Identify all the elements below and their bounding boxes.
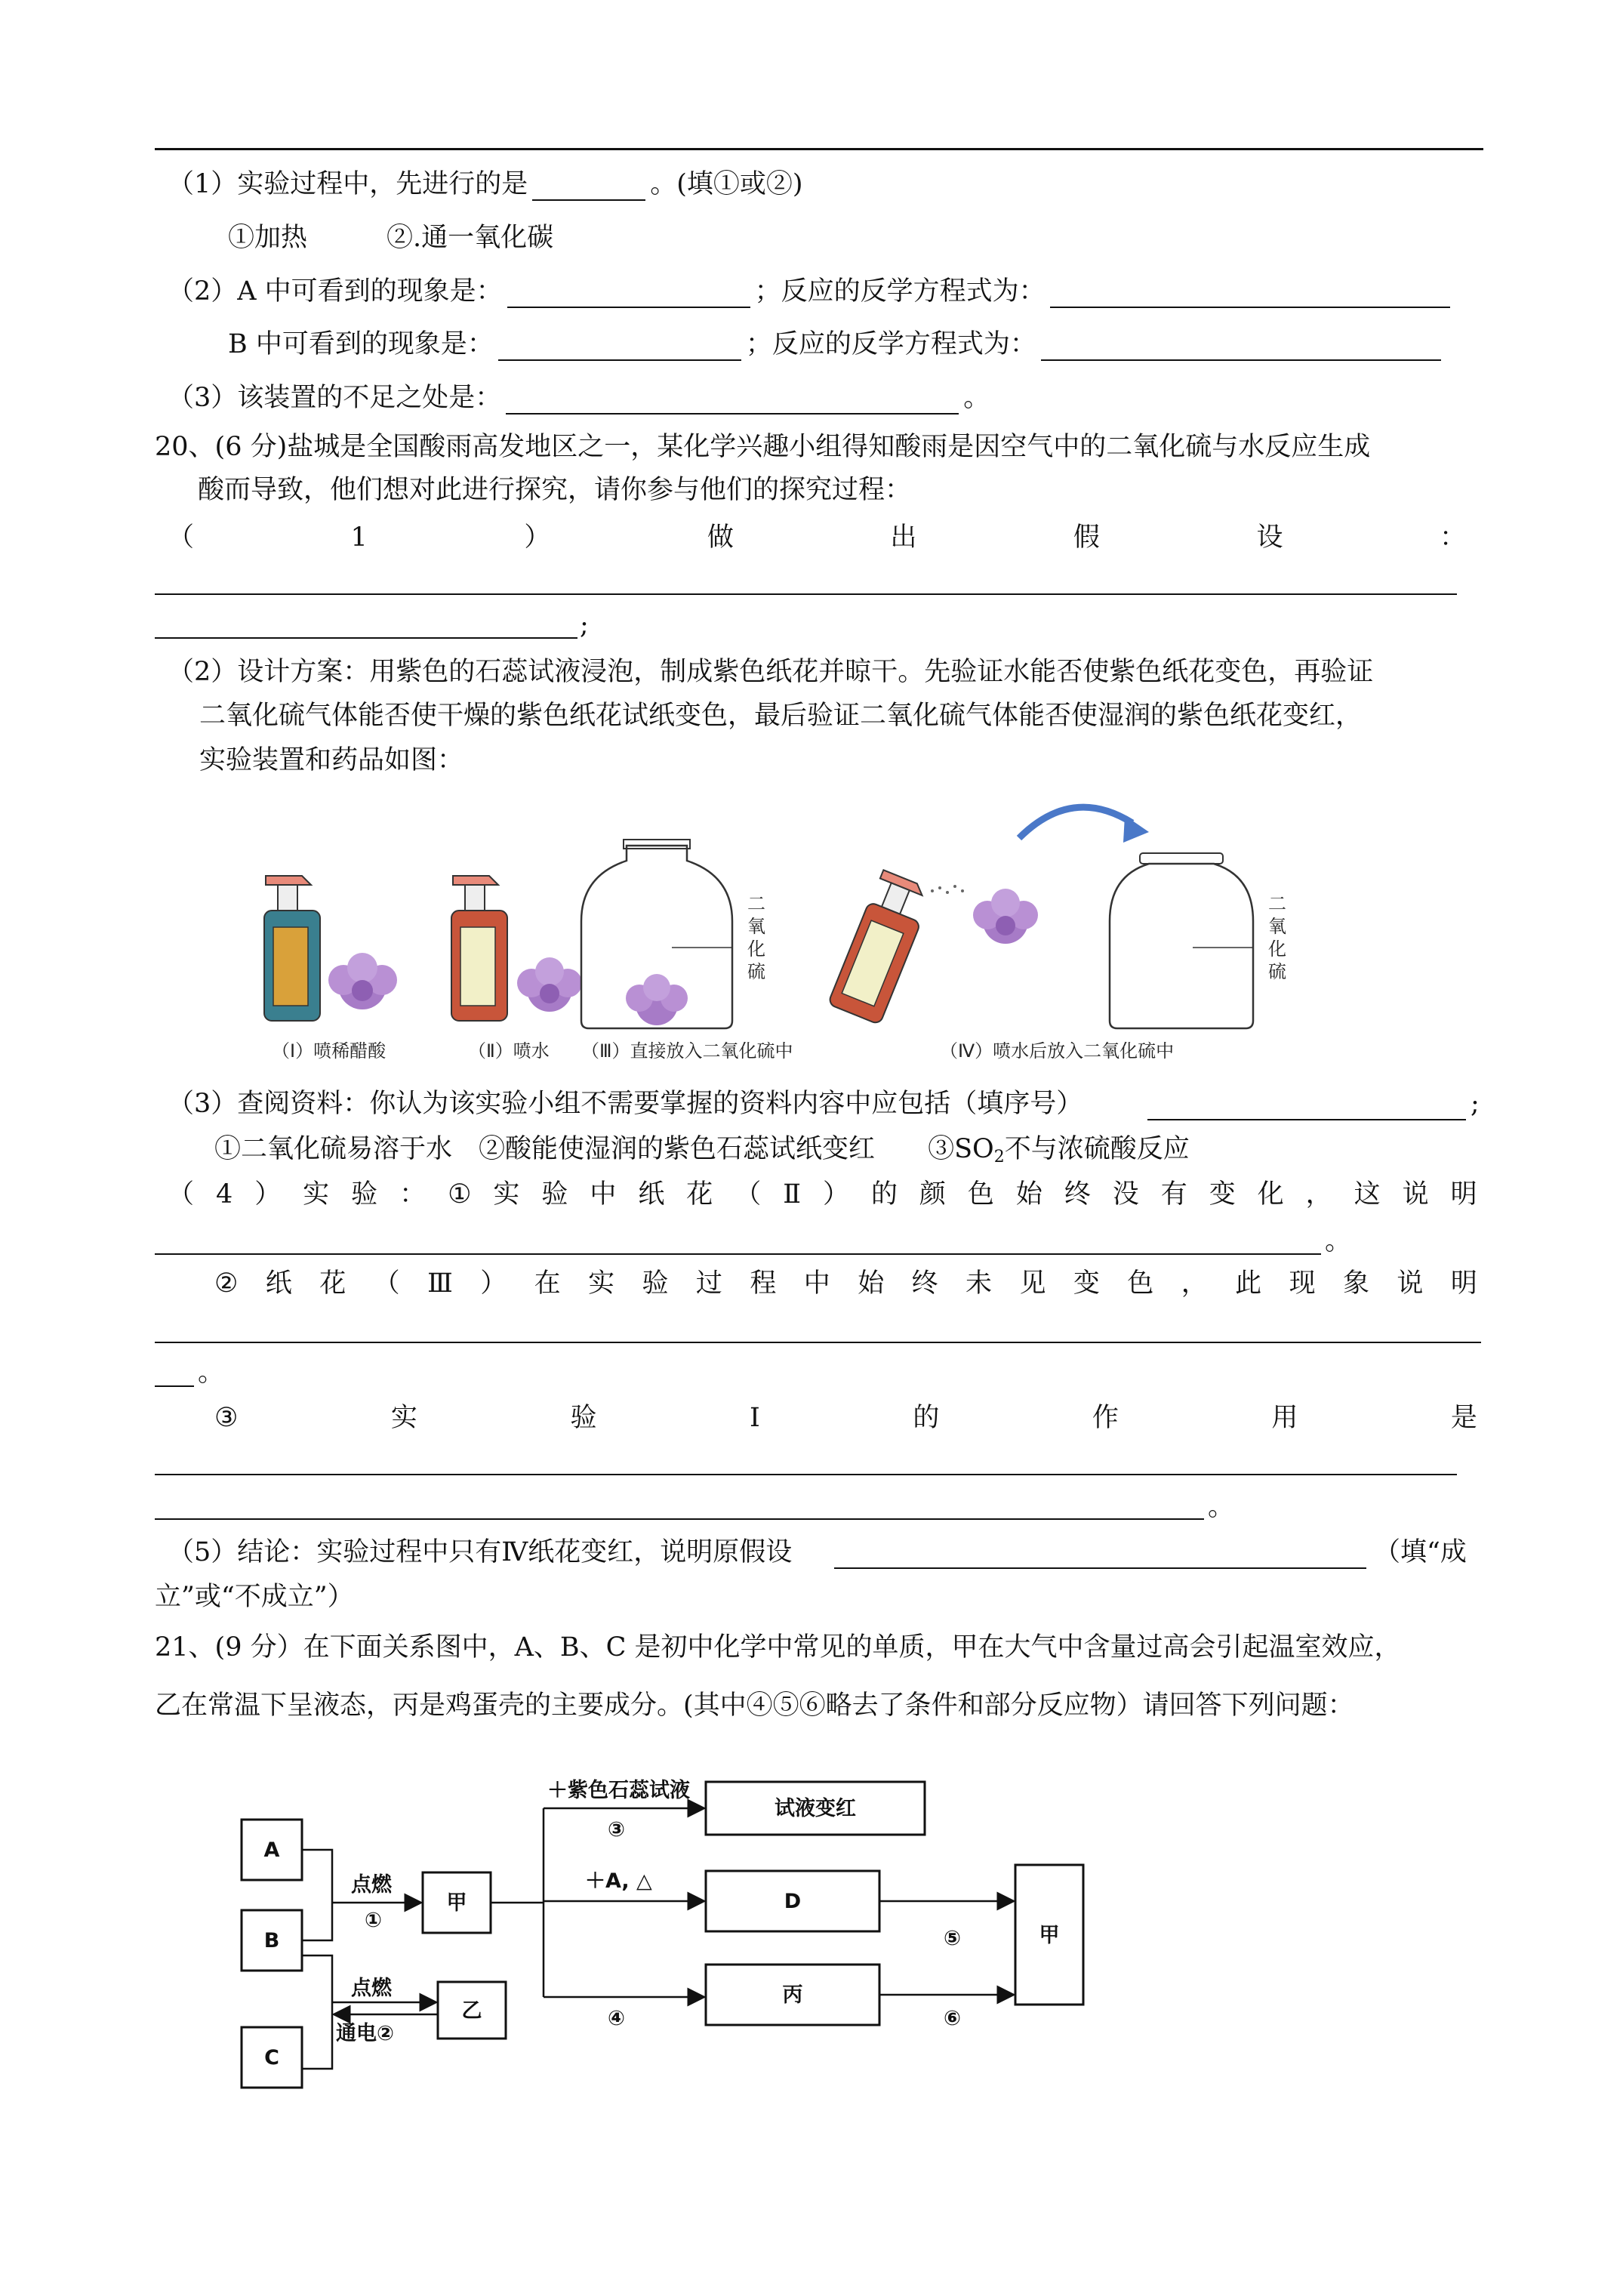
jar3-gas-label-char: 二	[747, 893, 765, 914]
box-red	[706, 1782, 925, 1835]
q20-p4-char: 颜	[919, 1179, 946, 1210]
q20-p4b-char: ）	[480, 1268, 507, 1299]
box-yi	[438, 1982, 506, 2039]
q20-p4c-char: 作	[1092, 1403, 1119, 1433]
q20-part4-answer1[interactable]	[155, 1253, 1321, 1255]
move-arrow-icon	[1019, 807, 1132, 838]
spray-bottle-2-icon	[451, 876, 507, 1021]
q20-p4-char: 验	[541, 1179, 568, 1210]
q20-p4-char: 中	[590, 1179, 617, 1210]
q19-part2a-text: （2）A 中可看到的现象是：	[168, 276, 503, 307]
q20-p4b-char: 象	[1342, 1268, 1369, 1299]
q20-p4-char: ：	[399, 1179, 427, 1210]
q20-part1-end: ;	[580, 610, 589, 640]
step-4-label: ④	[608, 2007, 625, 2030]
q20-part5-tail: （填“成	[1374, 1537, 1467, 1567]
q19-part2b	[228, 328, 1446, 361]
q20-p4-char: 变	[1209, 1179, 1236, 1210]
flower-1-icon	[328, 953, 397, 1009]
box-red-label: 试液变红	[775, 1797, 856, 1820]
box-jia-right-label: 甲	[1039, 1924, 1060, 1947]
q20-part5	[168, 1536, 792, 1569]
q20-p4c-char: 验	[570, 1403, 597, 1433]
q20-p4b-char: 终	[911, 1268, 938, 1299]
heat-a-label: ＋A, △	[585, 1869, 652, 1893]
box-bing-label: 丙	[782, 1983, 803, 2007]
q19-part2a-blank1[interactable]	[507, 281, 750, 308]
ignite-label-1: 点燃	[351, 1873, 392, 1897]
q19-part2b-blank1[interactable]	[498, 334, 741, 361]
step-3-label: ③	[608, 1818, 625, 1841]
box-a	[242, 1820, 302, 1880]
q20-p4-char: 的	[870, 1179, 898, 1210]
q20-part1-spread	[168, 521, 1466, 554]
figure-caption-4: （Ⅳ）喷水后放入二氧化硫中	[940, 1040, 1175, 1062]
q20-p4-char: 终	[1064, 1179, 1091, 1210]
q20-p4b-char: 说	[1397, 1268, 1424, 1299]
q20-p4-char: 有	[1160, 1179, 1187, 1210]
q20-p4-char: 这	[1354, 1179, 1381, 1210]
q20-p4-char: 验	[351, 1179, 378, 1210]
q20-part2-line1: （2）设计方案：用紫色的石蕊试液浸泡，制成紫色纸花并晾干。先验证水能否使紫色纸花变色，再验证	[168, 657, 1374, 687]
q20-part2-line2: 二氧化硫气体能否使干燥的紫色纸花试纸变色，最后验证二氧化硫气体能否使湿润的紫色纸花变红，	[199, 701, 1363, 731]
q19-part2a-mid: ；反应的反学方程式为：	[754, 276, 1046, 307]
top-rule	[155, 148, 1483, 150]
q21-heading-line1: 21、(9 分）在下面关系图中，A、B、C 是初中化学中常见的单质，甲在大气中含量过高会引起温室效应，	[155, 1632, 1401, 1663]
q20-p4c-char: 用	[1271, 1403, 1298, 1433]
q20-p1-char: 设	[1256, 522, 1283, 553]
spray-bottle-4-icon	[828, 870, 935, 1025]
q19-part1-blank[interactable]	[532, 174, 645, 201]
step-5-label: ⑤	[944, 1927, 961, 1950]
q19-part1-options: ①加热 ②.通一氧化碳	[228, 223, 554, 253]
q20-part3-blank[interactable]	[1147, 1119, 1466, 1120]
q20-p4b-char: 在	[534, 1268, 561, 1299]
q20-p4c-char: 实	[390, 1403, 417, 1433]
q20-part4b-spread	[214, 1267, 1477, 1300]
q20-p4-char: 纸	[638, 1179, 665, 1210]
q20-p4-char: 4	[215, 1179, 233, 1210]
ab-bracket	[302, 1850, 332, 1940]
box-c-label: C	[264, 2046, 279, 2069]
q19-part3	[168, 381, 990, 415]
q20-heading-line2: 酸而导致，他们想对此进行探究，请你参与他们的探究过程：	[198, 475, 912, 505]
q20-p1-char: 1	[350, 522, 368, 553]
q19-part2a	[168, 275, 1455, 308]
q20-p4c-char: ③	[214, 1403, 239, 1433]
q20-part4b-end: 。	[198, 1358, 225, 1388]
q20-part1-answer-line1[interactable]	[155, 593, 1457, 595]
q20-p4-char: （	[168, 1179, 195, 1210]
q19-part3-blank[interactable]	[506, 387, 959, 415]
spray-mist-icon	[931, 885, 964, 894]
jar3-gas-label-char: 氧	[747, 916, 765, 937]
q19-part2a-blank2[interactable]	[1050, 281, 1450, 308]
q20-p4b-char: 未	[965, 1268, 993, 1299]
q20-part4c-spread	[214, 1401, 1477, 1435]
q20-p4-char: （	[735, 1179, 762, 1210]
q19-part1-tail: 。(填①或②)	[650, 169, 803, 199]
q20-part4c-answer1[interactable]	[155, 1474, 1457, 1475]
gas-jar-4-icon	[1110, 853, 1253, 1028]
q20-p1-char: ）	[524, 522, 551, 553]
step-1-label: ①	[365, 1909, 382, 1932]
q20-p4b-char: 见	[1019, 1268, 1046, 1299]
jar4-gas-label-char: 化	[1268, 938, 1286, 960]
q20-p4b-char: 明	[1450, 1268, 1477, 1299]
q20-option-3-sub: 2	[993, 1148, 1005, 1166]
q20-part4-end1: 。	[1325, 1226, 1352, 1256]
q20-part4c-end: 。	[1208, 1492, 1235, 1522]
box-d-label: D	[784, 1890, 802, 1913]
box-bing	[706, 1965, 879, 2025]
figure-caption-1: （Ⅰ）喷稀醋酸	[272, 1040, 387, 1062]
q20-p4b-char: （	[373, 1268, 400, 1299]
q20-p4-char: 实	[493, 1179, 520, 1210]
q19-part1	[168, 168, 803, 201]
q20-heading-line1: 20、(6 分)盐城是全国酸雨高发地区之一，某化学兴趣小组得知酸雨是因空气中的二氧化硫与水反应生成	[155, 432, 1371, 462]
ignite-label-2: 点燃	[351, 1977, 392, 2000]
q20-p4b-char: ，	[1181, 1268, 1208, 1299]
q19-part2b-blank2[interactable]	[1041, 334, 1441, 361]
q20-part5-line2: 立”或“不成立”）	[155, 1582, 354, 1612]
box-d	[706, 1871, 879, 1931]
q20-part4c-answer2[interactable]	[155, 1518, 1204, 1520]
q20-p4b-char: 此	[1235, 1268, 1262, 1299]
jar4-gas-label-char: 氧	[1268, 916, 1286, 937]
q20-p1-char: 做	[707, 522, 734, 553]
q20-part3-end: ;	[1471, 1089, 1480, 1119]
q20-option-3-pre: ③SO	[928, 1134, 994, 1164]
bc-bracket	[302, 1955, 332, 2069]
figure-caption-2: （Ⅱ）喷水	[468, 1040, 550, 1062]
experiment-figure	[249, 793, 1329, 1065]
q20-p4c-char: I	[749, 1403, 760, 1433]
q20-p4-char: ，	[1305, 1179, 1332, 1210]
q20-p4-char: 花	[686, 1179, 713, 1210]
flower-2-icon	[517, 957, 582, 1012]
q19-part2b-mid: ；反应的反学方程式为：	[745, 329, 1036, 359]
q20-part5-blank[interactable]	[834, 1567, 1366, 1569]
q20-p4b-char: 现	[1289, 1268, 1316, 1299]
move-arrow-head-icon	[1123, 815, 1149, 843]
jar4-gas-label-char: 硫	[1268, 961, 1286, 982]
q20-p4b-char: 色	[1127, 1268, 1154, 1299]
q20-p4b-char: Ⅲ	[427, 1268, 453, 1299]
electrolysis-label: 通电②	[336, 2022, 394, 2045]
q20-p4-char: 实	[303, 1179, 330, 1210]
spray-bottle-1-icon	[264, 876, 320, 1021]
q20-p4b-char: 纸	[265, 1268, 292, 1299]
q20-p4-char: 说	[1402, 1179, 1429, 1210]
q20-p4b-char: 程	[750, 1268, 777, 1299]
box-jia	[423, 1872, 491, 1933]
q20-p4-char: 色	[967, 1179, 994, 1210]
jar3-gas-label-char: 硫	[747, 961, 765, 982]
jar4-gas-label-char: 二	[1268, 893, 1286, 914]
box-a-label: A	[263, 1838, 280, 1862]
flower-3-icon	[626, 974, 688, 1025]
q20-option-3-post: 不与浓硫酸反应	[1004, 1134, 1190, 1164]
q19-part1-text: （1）实验过程中，先进行的是	[168, 169, 528, 199]
litmus-label: ＋紫色石蕊试液	[547, 1779, 690, 1802]
q20-p4-char: 始	[1015, 1179, 1042, 1210]
q20-part3-text: （3）查阅资料：你认为该实验小组不需要掌握的资料内容中应包括（填序号）	[168, 1089, 1083, 1119]
q19-part3-text: （3）该装置的不足之处是：	[168, 383, 502, 413]
q20-p4b-char: 花	[319, 1268, 346, 1299]
q19-part2b-text: B 中可看到的现象是：	[228, 329, 494, 359]
q20-part4b-answer2[interactable]	[155, 1385, 194, 1387]
q20-p4-char: ①	[448, 1179, 472, 1210]
q20-p1-char: ：	[1439, 522, 1466, 553]
q20-p1-char: （	[168, 522, 195, 553]
q20-p4b-char: 始	[858, 1268, 885, 1299]
q20-p4-char: Ⅱ	[783, 1179, 802, 1210]
q20-part4b-answer1[interactable]	[155, 1342, 1481, 1343]
q20-p4-char: ）	[254, 1179, 282, 1210]
box-c	[242, 2027, 302, 2088]
box-jia-label: 甲	[446, 1891, 467, 1915]
q20-part5-text: （5）结论：实验过程中只有Ⅳ纸花变红，说明原假设	[168, 1537, 793, 1567]
q20-part2-line3: 实验装置和药品如图：	[199, 745, 464, 775]
q21-heading-line2: 乙在常温下呈液态，丙是鸡蛋壳的主要成分。(其中④⑤⑥略去了条件和部分反应物）请回答下列问题：	[155, 1690, 1354, 1721]
figure-caption-3: （Ⅲ）直接放入二氧化硫中	[581, 1040, 793, 1062]
box-b	[242, 1910, 302, 1971]
q20-part3	[168, 1087, 1083, 1120]
q19-part3-tail: 。	[963, 383, 990, 413]
q20-p1-char: 假	[1073, 522, 1100, 553]
q20-p4b-char: 中	[803, 1268, 830, 1299]
q20-part4-spread	[168, 1178, 1477, 1211]
flower-4-icon	[973, 889, 1038, 944]
q20-p4-char: 没	[1112, 1179, 1139, 1210]
q20-p4b-char: 过	[695, 1268, 722, 1299]
box-jia-right	[1015, 1865, 1083, 2005]
q20-option-1: ①二氧化硫易溶于水	[214, 1134, 453, 1164]
box-yi-label: 乙	[461, 1999, 482, 2023]
q20-p4c-char: 的	[913, 1403, 940, 1433]
q20-p1-char: 出	[890, 522, 917, 553]
box-b-label: B	[263, 1929, 280, 1952]
jar3-gas-label-char: 化	[747, 938, 765, 960]
q20-p4-char: ）	[822, 1179, 849, 1210]
q20-p4-char: 化	[1257, 1179, 1284, 1210]
step-6-label: ⑥	[944, 2007, 961, 2030]
q20-p4b-char: ②	[214, 1268, 239, 1299]
q20-part1-answer-line2[interactable]	[155, 637, 577, 639]
q20-p4b-char: 变	[1073, 1268, 1100, 1299]
q20-p4c-char: 是	[1450, 1403, 1477, 1433]
relation-diagram	[238, 1767, 1095, 2106]
q20-p4b-char: 实	[588, 1268, 615, 1299]
q20-p4-char: 明	[1450, 1179, 1477, 1210]
q20-option-2: ②酸能使湿润的紫色石蕊试纸变红	[479, 1134, 876, 1164]
q20-p4b-char: 验	[642, 1268, 669, 1299]
q20-part3-options	[214, 1133, 1190, 1174]
